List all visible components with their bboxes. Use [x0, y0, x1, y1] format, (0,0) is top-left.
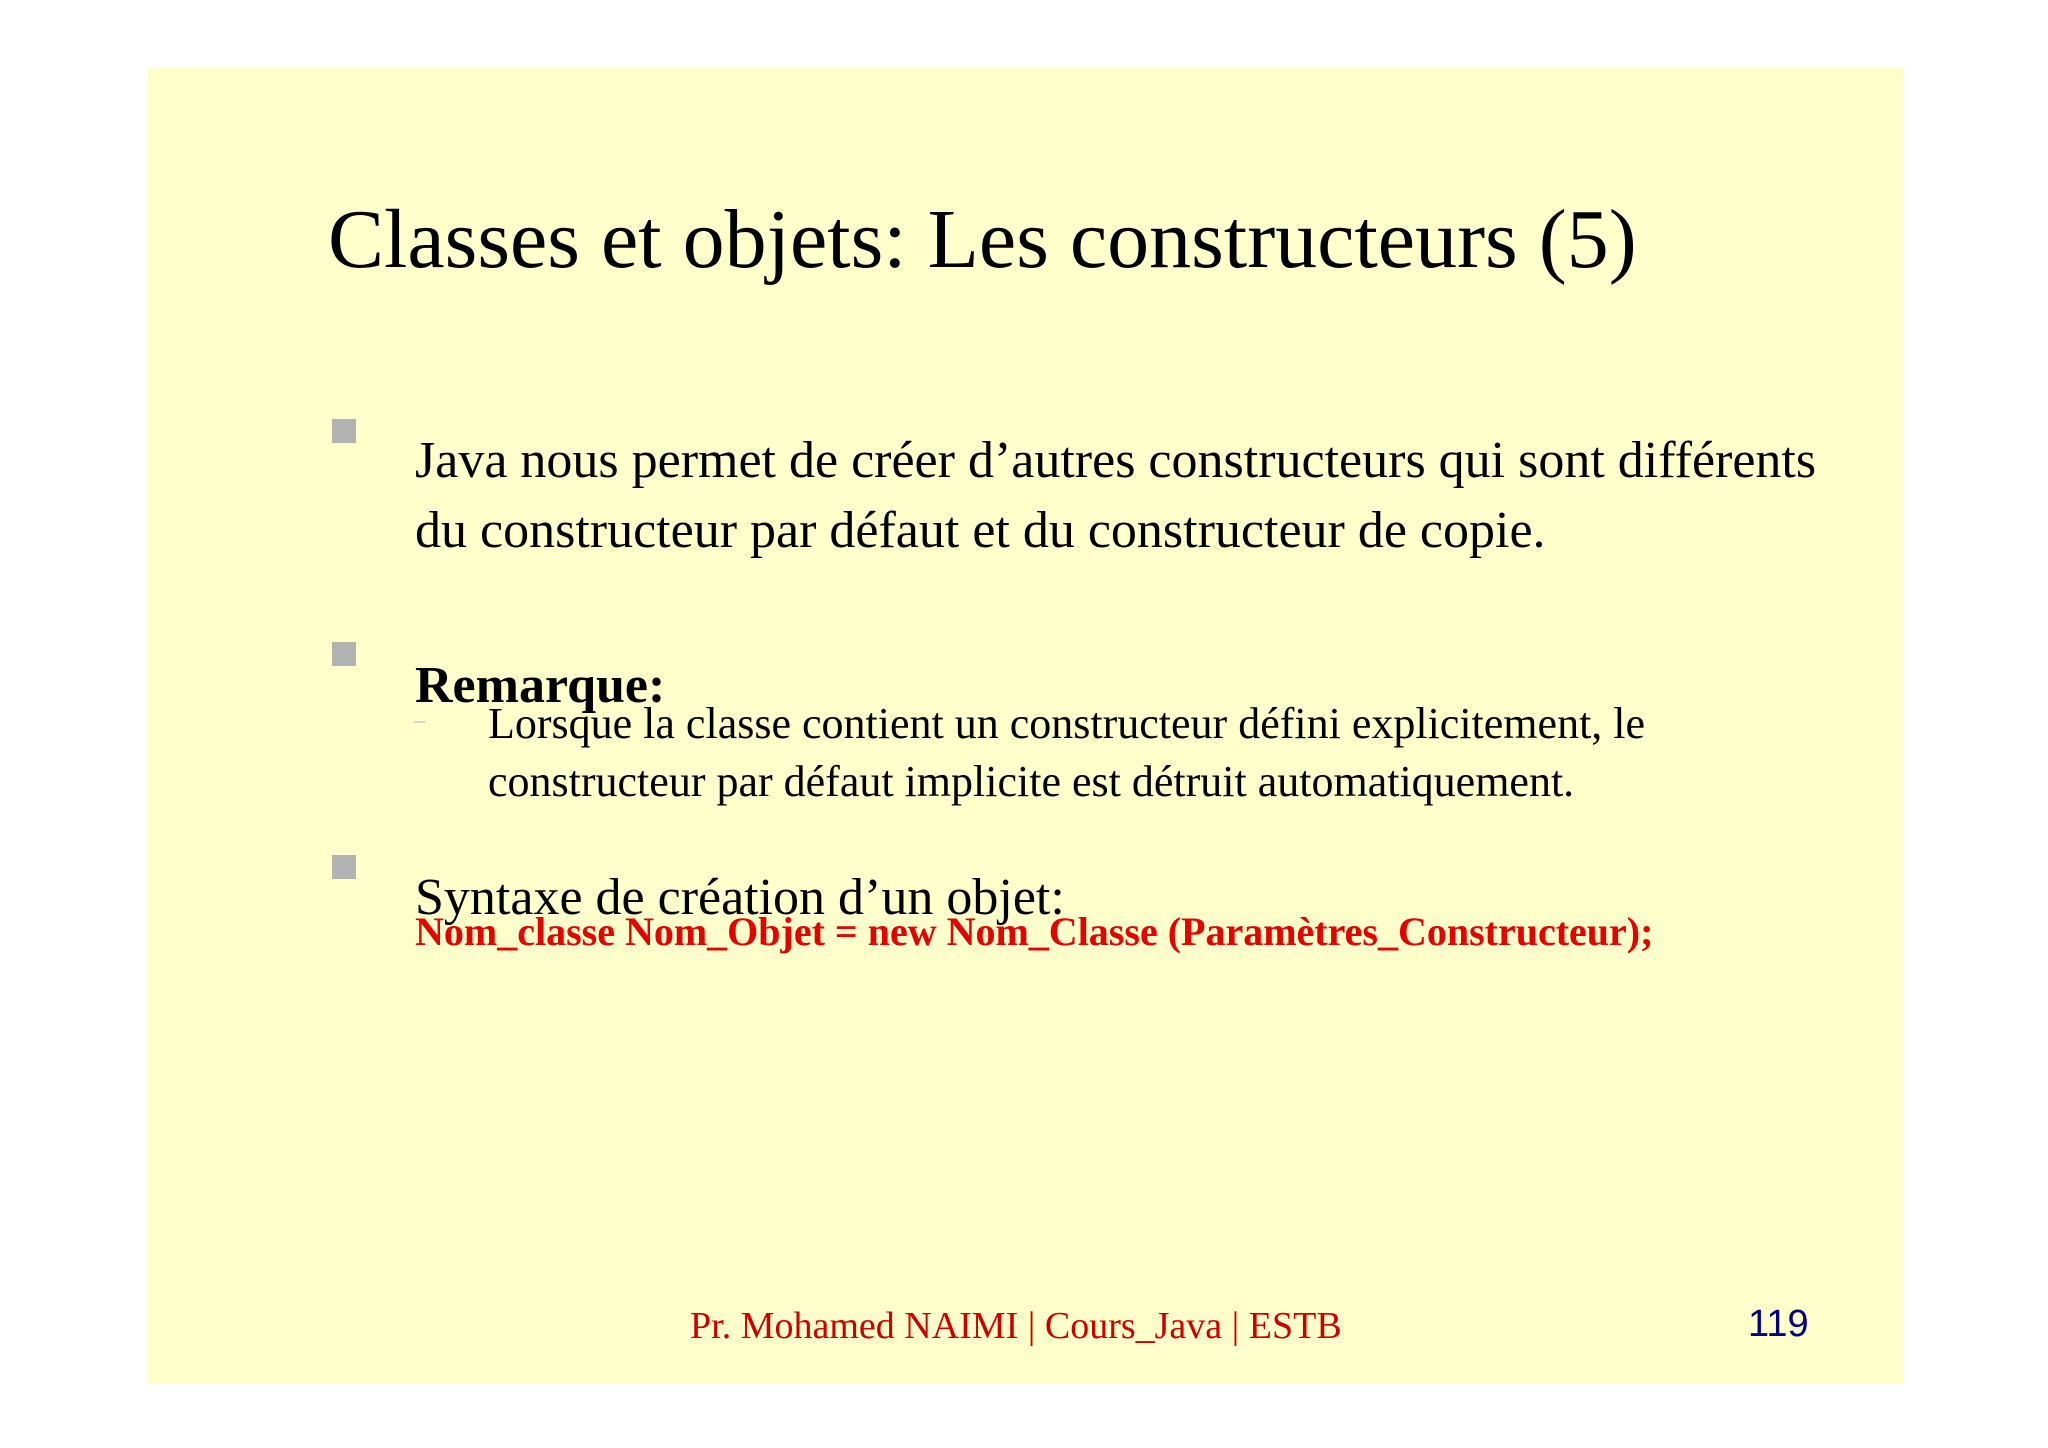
square-bullet-icon [332, 855, 356, 879]
bullet-text-java-constructeurs: Java nous permet de créer d’autres constructeurs qui sont différents du constructeur par défaut et du constructeur de copie. [415, 432, 1817, 559]
slide-title: Classes et objets: Les constructeurs (5) [328, 193, 1637, 286]
page-number: 119 [1748, 1303, 1809, 1345]
bullet-text-syntaxe: Syntaxe de création d’un objet: [415, 869, 1065, 926]
dash-bullet-icon: – [414, 707, 425, 732]
slide [148, 68, 1903, 1384]
subitem-text-remarque: Lorsque la classe contient un constructeur défini explicitement, le constructeur par défaut implicite est détruit automatiquement. [488, 699, 1646, 806]
square-bullet-icon [332, 419, 356, 443]
footer-text: Pr. Mohamed NAIMI | Cours_Java | ESTB [690, 1305, 1342, 1347]
square-bullet-icon [332, 642, 356, 666]
bullet-text-remarque: Remarque: [415, 657, 666, 714]
code-syntax-line: Nom_classe Nom_Objet = new Nom_Classe (Paramètres_Constructeur); [415, 909, 1654, 954]
